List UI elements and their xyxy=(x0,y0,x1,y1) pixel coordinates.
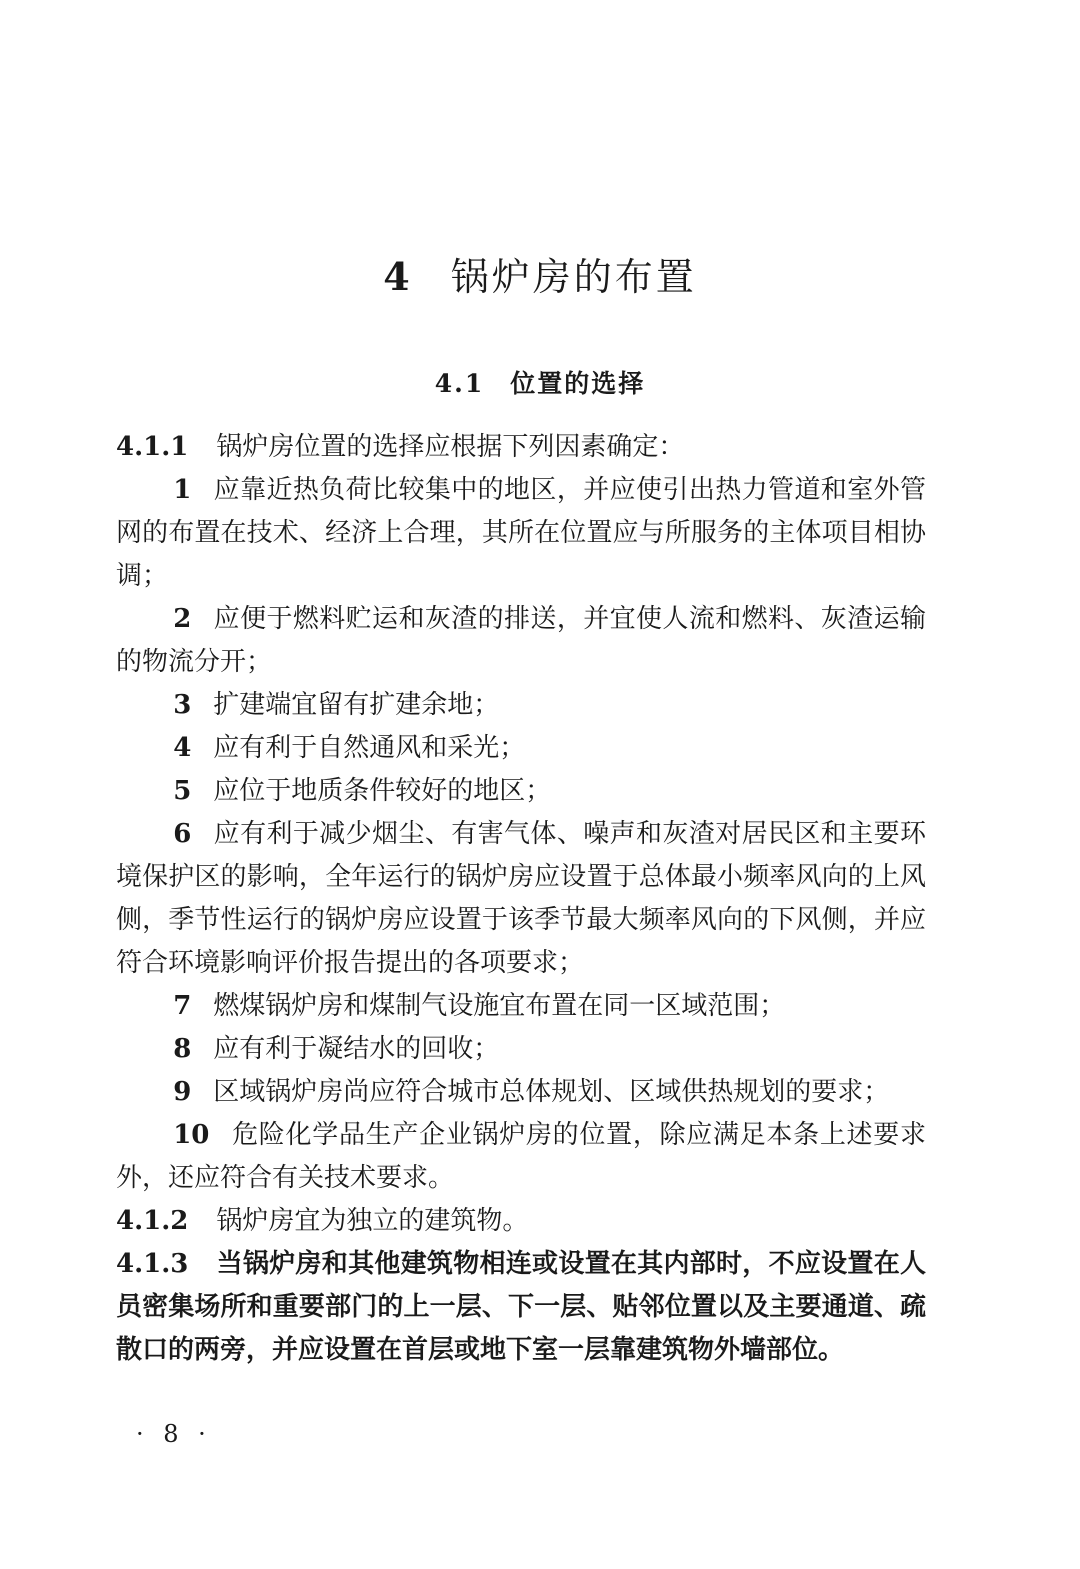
clause-4-1-2 xyxy=(116,1200,926,1243)
chapter-title xyxy=(0,252,1080,302)
item-text: 应位于地质条件较好的地区； xyxy=(213,776,552,806)
item-text: 应有利于减少烟尘、有害气体、噪声和灰渣对居民区和主要环境保护区的影响，全年运行的锅炉房应设置于总体最小频率风向的上风侧，季节性运行的锅炉房应设置于该季节最大频率风向的下风侧，并应符合环境影响评价报告提出的各项要求； xyxy=(116,819,926,978)
clause-text: 锅炉房位置的选择应根据下列因素确定： xyxy=(216,432,685,462)
item-number: 2 xyxy=(173,604,192,634)
chapter-number: 4 xyxy=(383,254,413,299)
item-number: 5 xyxy=(173,776,192,806)
item-text: 扩建端宜留有扩建余地； xyxy=(213,690,500,720)
clause-4-1-3 xyxy=(116,1243,926,1372)
item-number: 6 xyxy=(173,819,192,849)
clause-4-1-1 xyxy=(116,426,926,469)
clause-number: 4.1.3 xyxy=(116,1249,189,1279)
list-item xyxy=(116,1028,926,1071)
item-text: 燃煤锅炉房和煤制气设施宜布置在同一区域范围； xyxy=(213,991,786,1021)
section-title-text: 位置的选择 xyxy=(510,369,646,398)
item-text: 应便于燃料贮运和灰渣的排送，并宜使人流和燃料、灰渣运输的物流分开； xyxy=(116,604,926,677)
item-text: 应有利于自然通风和采光； xyxy=(213,733,526,763)
list-item xyxy=(116,684,926,727)
section-title xyxy=(0,366,1080,402)
section-number: 4.1 xyxy=(434,369,485,398)
clause-text: 锅炉房宜为独立的建筑物。 xyxy=(216,1206,529,1236)
list-item xyxy=(116,770,926,813)
body-text xyxy=(116,426,926,1372)
clause-text: 当锅炉房和其他建筑物相连或设置在其内部时，不应设置在人员密集场所和重要部门的上一层、下一层、贴邻位置以及主要通道、疏散口的两旁，并应设置在首层或地下室一层靠建筑物外墙部位。 xyxy=(116,1249,926,1365)
item-text: 危险化学品生产企业锅炉房的位置，除应满足本条上述要求外，还应符合有关技术要求。 xyxy=(116,1120,926,1193)
list-item xyxy=(116,727,926,770)
item-number: 8 xyxy=(173,1034,192,1064)
list-item xyxy=(116,598,926,684)
item-number: 1 xyxy=(173,475,192,505)
list-item xyxy=(116,1114,926,1200)
list-item xyxy=(116,985,926,1028)
item-number: 10 xyxy=(173,1120,210,1150)
item-text: 区域锅炉房尚应符合城市总体规划、区域供热规划的要求； xyxy=(213,1077,890,1107)
chapter-title-text: 锅炉房的布置 xyxy=(450,255,697,299)
item-number: 7 xyxy=(173,991,192,1021)
list-item xyxy=(116,813,926,985)
page-number: · 8 · xyxy=(136,1420,212,1448)
list-item xyxy=(116,1071,926,1114)
clause-number: 4.1.1 xyxy=(116,432,189,462)
item-text: 应有利于凝结水的回收； xyxy=(213,1034,500,1064)
item-number: 4 xyxy=(173,733,192,763)
list-item xyxy=(116,469,926,598)
clause-number: 4.1.2 xyxy=(116,1206,189,1236)
item-number: 9 xyxy=(173,1077,192,1107)
item-text: 应靠近热负荷比较集中的地区，并应使引出热力管道和室外管网的布置在技术、经济上合理，其所在位置应与所服务的主体项目相协调； xyxy=(116,475,926,591)
item-number: 3 xyxy=(173,690,192,720)
